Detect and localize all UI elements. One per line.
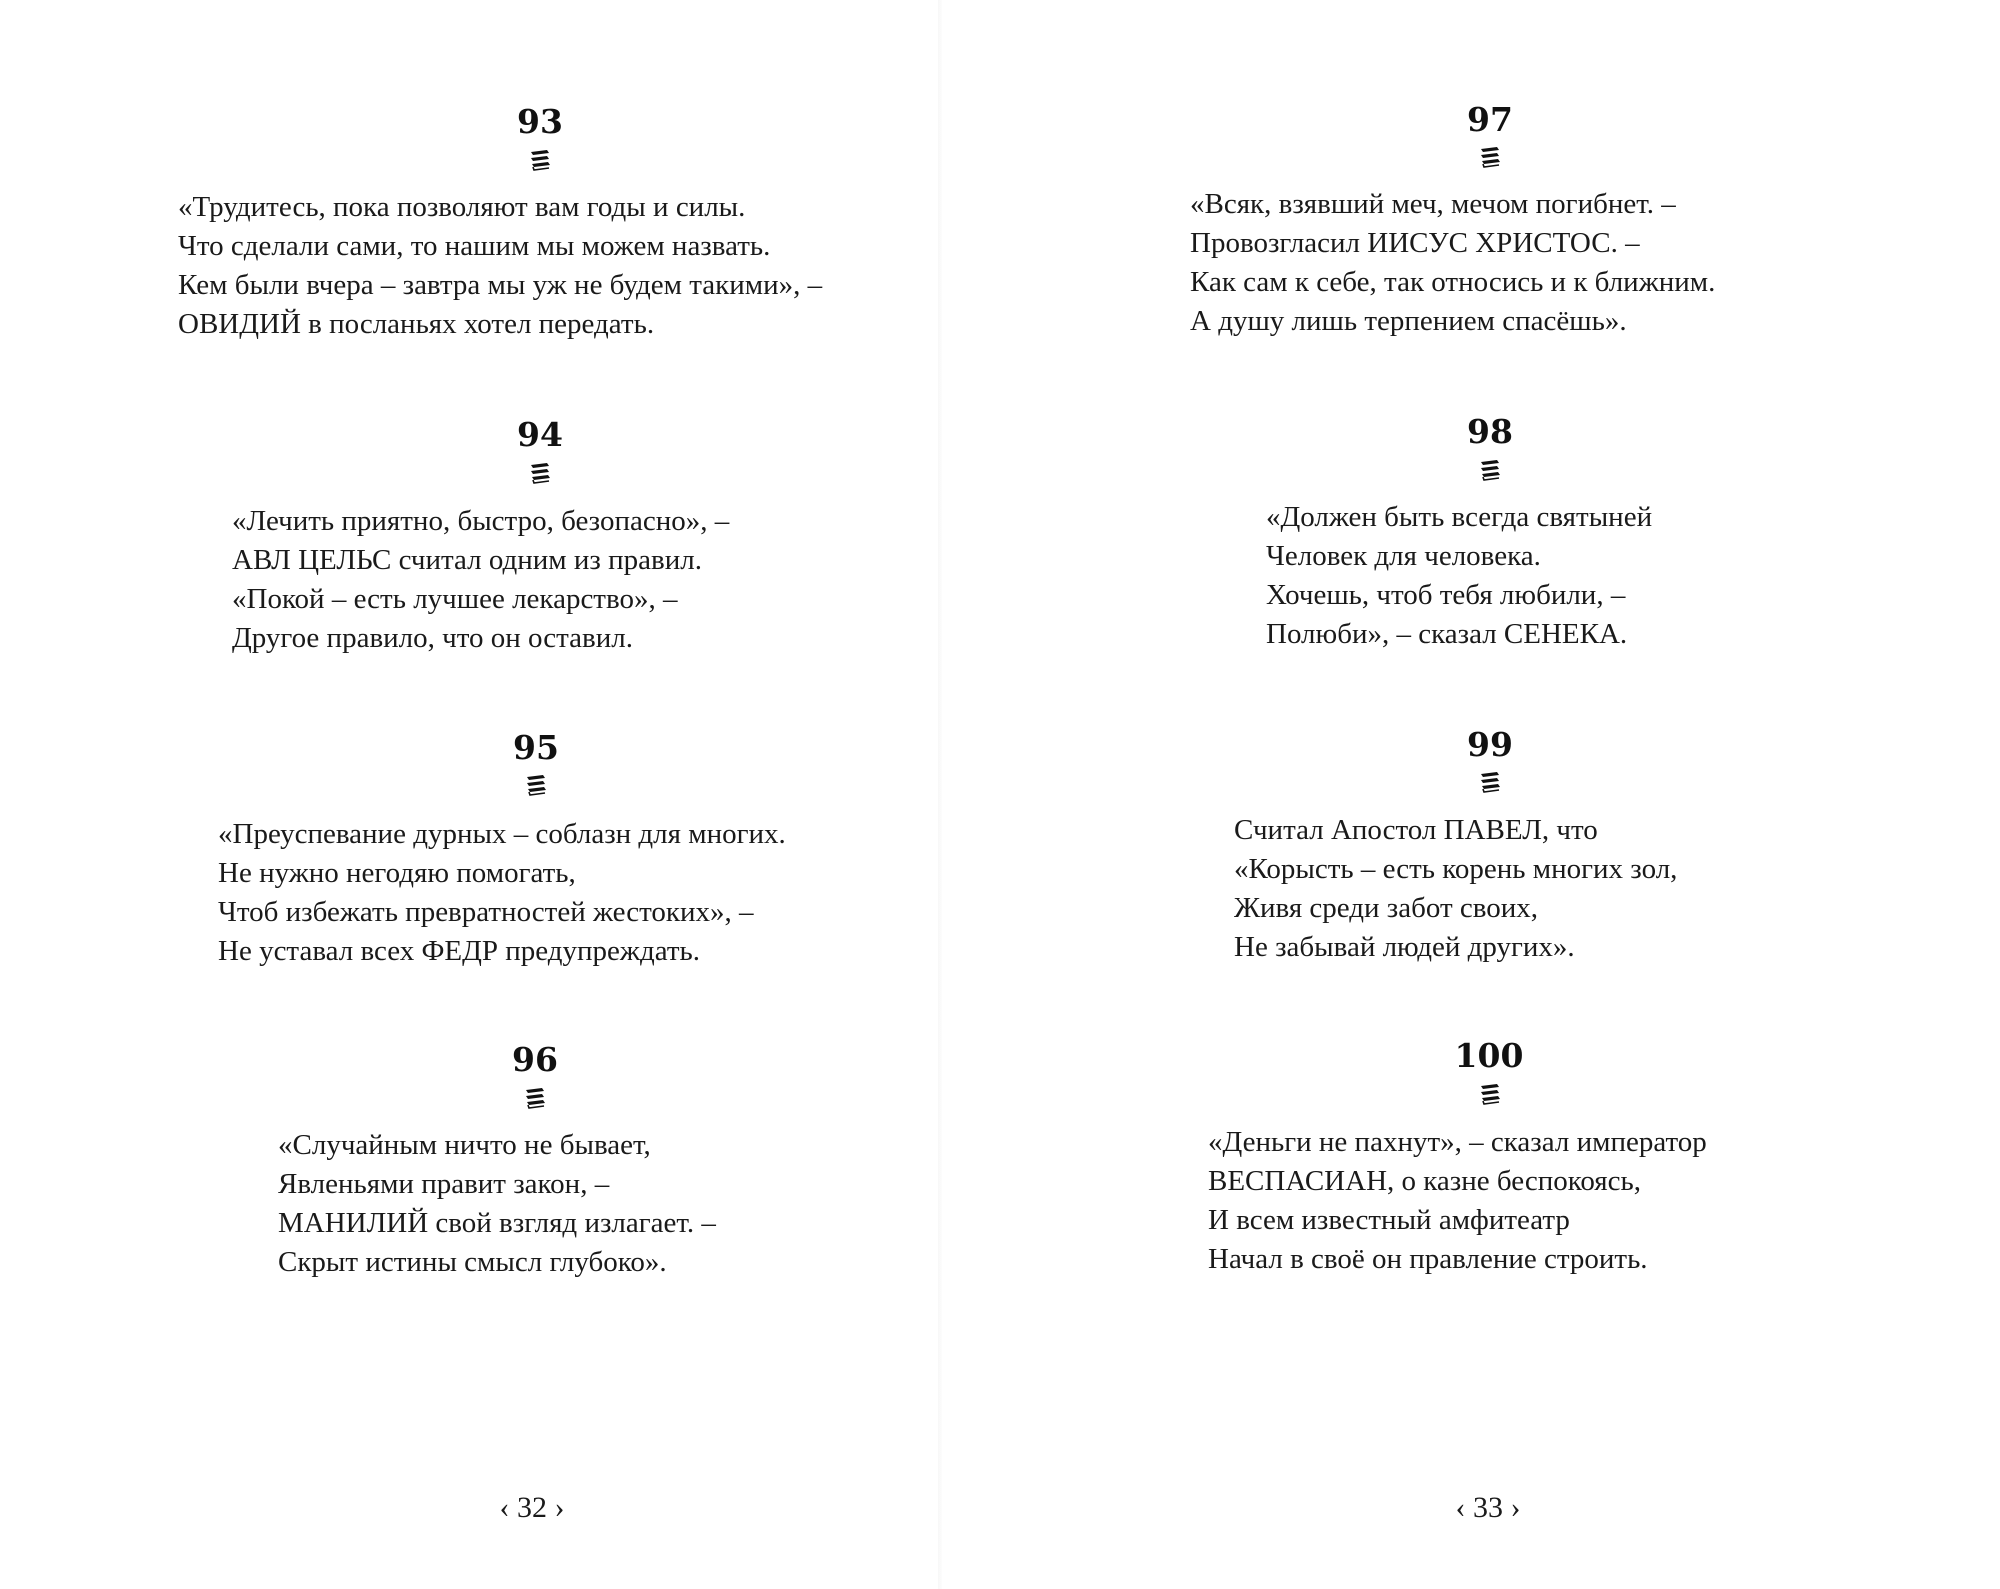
poem-line: Чтоб избежать превратностей жестоких», – xyxy=(218,896,754,928)
poem-line: «Всяк, взявший меч, мечом погибнет. – xyxy=(1190,188,1676,220)
poem-line: «Покой – есть лучшее лекарство», – xyxy=(232,583,678,615)
poem-line: Не забывай людей других». xyxy=(1234,931,1575,963)
poem-line: «Деньги не пахнут», – сказал император xyxy=(1208,1126,1707,1158)
poem-line: «Трудитесь, пока позволяют вам годы и силы. xyxy=(178,191,746,223)
stacked-books-icon xyxy=(523,1086,547,1110)
stacked-books-icon xyxy=(1478,145,1502,169)
poem-text xyxy=(1208,1123,1707,1279)
poem-text xyxy=(232,502,729,658)
poem-text xyxy=(1234,811,1677,967)
poem-text xyxy=(1266,498,1652,654)
poem-line: Не уставал всех ФЕДР предупреждать. xyxy=(218,935,700,967)
poem-line: ОВИДИЙ в посланьях хотел передать. xyxy=(178,308,655,340)
poem-line: Полюби», – сказал СЕНЕКА. xyxy=(1266,618,1628,650)
poem-number: 97 xyxy=(1467,100,1513,139)
poem-line: АВЛ ЦЕЛЬС считал одним из правил. xyxy=(232,544,702,576)
poem-line: ВЕСПАСИАН, о казне беспокоясь, xyxy=(1208,1165,1641,1197)
page-number: ‹ 32 › xyxy=(499,1491,565,1524)
page-left xyxy=(0,0,940,1589)
poem-line: Живя среди забот своих, xyxy=(1234,892,1539,924)
poem-number: 100 xyxy=(1454,1036,1524,1075)
poem-number: 95 xyxy=(513,728,559,767)
poem-line: Не нужно негодяю помогать, xyxy=(218,857,576,889)
stacked-books-icon xyxy=(1478,1082,1502,1106)
poem-line: Кем были вчера – завтра мы уж не будем такими», – xyxy=(178,269,823,301)
poem-line: Провозгласил ИИСУС ХРИСТОС. – xyxy=(1190,227,1640,259)
poem-text xyxy=(1190,185,1715,341)
poem-line: Другое правило, что он оставил. xyxy=(232,622,633,654)
stacked-books-icon xyxy=(1478,770,1502,794)
poem-line: А душу лишь терпением спасёшь». xyxy=(1190,305,1627,337)
poem-line: Как сам к себе, так относись и к ближним. xyxy=(1190,266,1716,298)
poem-line: Считал Апостол ПАВЕЛ, что xyxy=(1234,814,1598,846)
poem-line: «Преуспевание дурных – соблазн для многих. xyxy=(218,818,786,850)
poem-line: «Должен быть всегда святыней xyxy=(1266,501,1653,533)
poem-line: МАНИЛИЙ свой взгляд излагает. – xyxy=(278,1207,716,1239)
poem-line: Начал в своё он правление строить. xyxy=(1208,1243,1648,1275)
poem-line: «Корысть – есть корень многих зол, xyxy=(1234,853,1678,885)
page-number: ‹ 33 › xyxy=(1455,1491,1521,1524)
poem-number: 98 xyxy=(1467,412,1513,451)
poem-line: «Лечить приятно, быстро, безопасно», – xyxy=(232,505,730,537)
poem-line: Явленьями правит закон, – xyxy=(278,1168,610,1200)
poem-text xyxy=(278,1126,716,1282)
poem-number: 93 xyxy=(517,102,563,141)
stacked-books-icon xyxy=(528,461,552,485)
poem-number: 94 xyxy=(517,415,563,454)
stacked-books-icon xyxy=(524,773,548,797)
poem-line: Что сделали сами, то нашим мы можем назвать. xyxy=(178,230,771,262)
poem-text xyxy=(178,188,822,344)
poem-text xyxy=(218,815,786,971)
poem-line: Скрыт истины смысл глубоко». xyxy=(278,1246,667,1278)
page-right xyxy=(940,0,2000,1589)
poem-line: Человек для человека. xyxy=(1266,540,1541,572)
poem-line: И всем известный амфитеатр xyxy=(1208,1204,1570,1236)
poem-line: Хочешь, чтоб тебя любили, – xyxy=(1266,579,1626,611)
poem-line: «Случайным ничто не бывает, xyxy=(278,1129,651,1161)
stacked-books-icon xyxy=(1478,458,1502,482)
poem-number: 96 xyxy=(512,1040,558,1079)
poem-number: 99 xyxy=(1467,725,1513,764)
stacked-books-icon xyxy=(528,148,552,172)
